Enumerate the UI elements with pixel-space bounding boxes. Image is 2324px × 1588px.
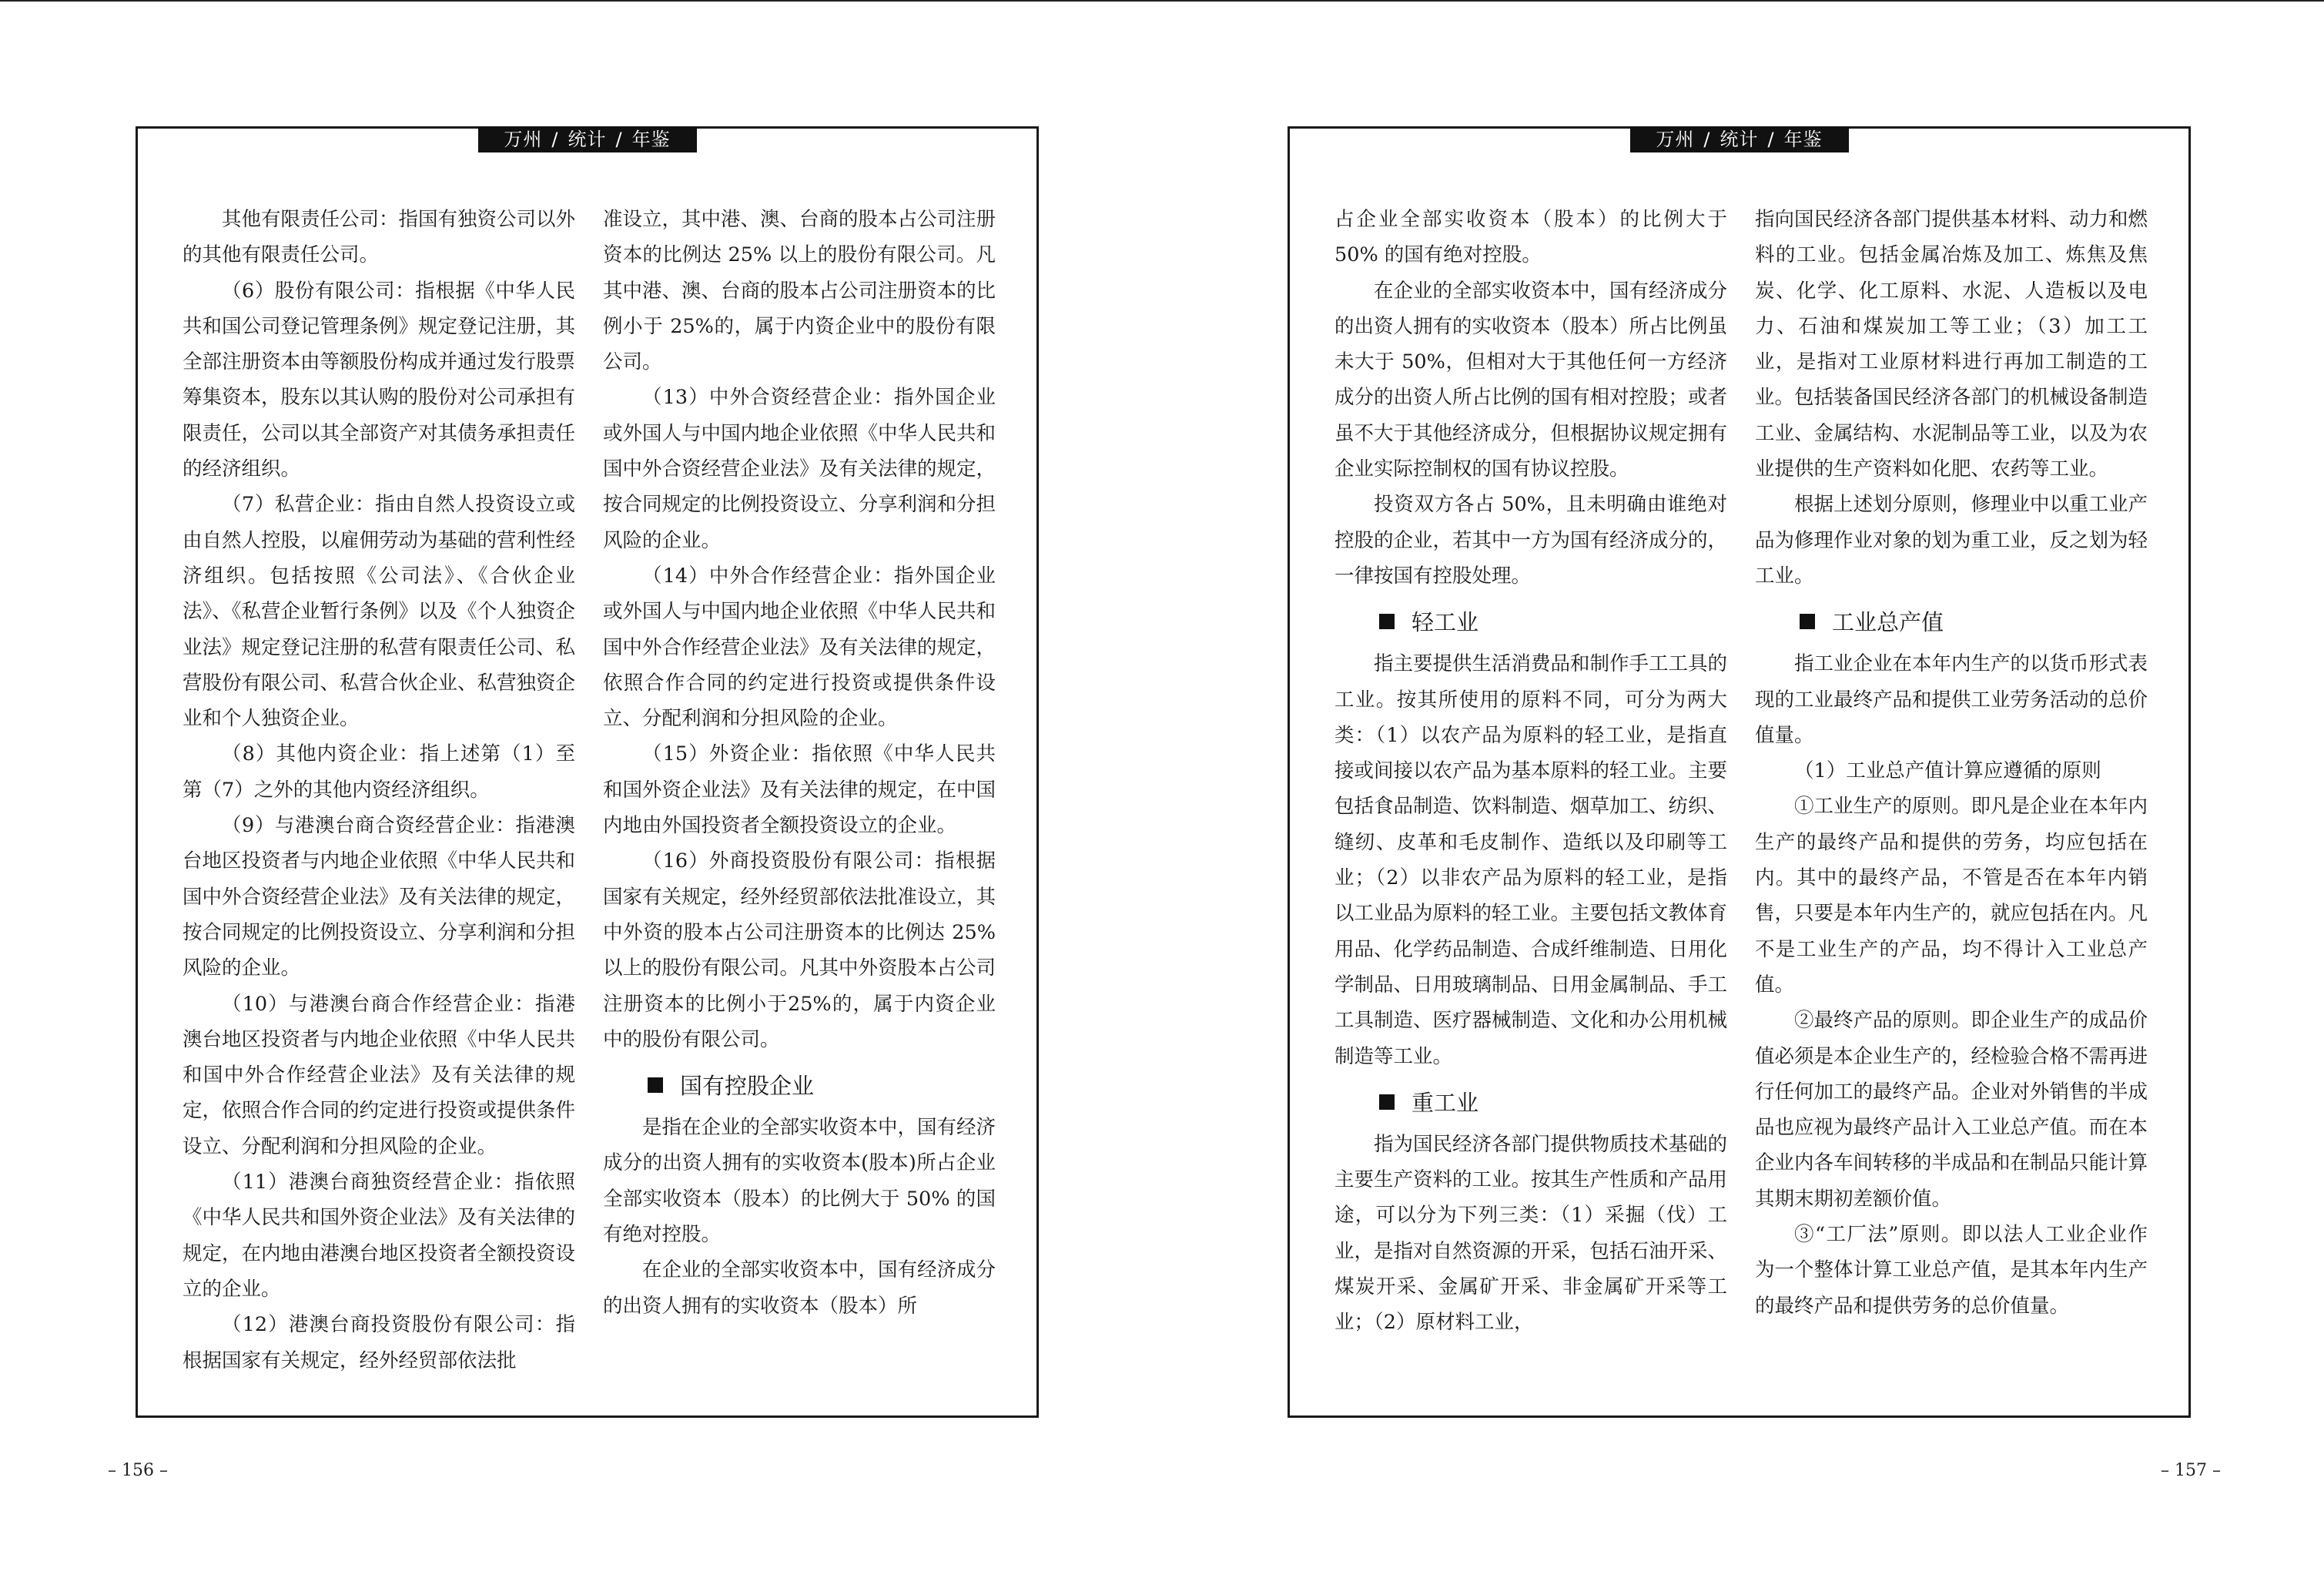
page-number-left: – 156 – (108, 1461, 168, 1480)
header-title-part3: 年鉴 (1783, 129, 1823, 150)
square-bullet-icon (1800, 614, 1815, 629)
section-heading-text: 国有控股企业 (680, 1073, 815, 1100)
right-page-column-2 (1755, 202, 2148, 1324)
paragraph: （12）港澳台商投资股份有限公司：指根据国家有关规定，经外经贸部依法批 (183, 1313, 575, 1372)
paragraph: 指为国民经济各部门提供物质技术基础的主要生产资料的工业。按其生产性质和产品用途，可以分为下列三类：（1）采掘（伐）工业，是指对自然资源的开采，包括石油开采、煤炭开采、金属矿开采、非金属矿开采等工业；（2）原材料工业， (1334, 1132, 1728, 1335)
header-title-part2: 统计 (568, 129, 607, 150)
paragraph: （6）股份有限公司：指根据《中华人民共和国公司登记管理条例》规定登记注册，其全部注册资本由等额股份构成并通过发行股票筹集资本，股东以其认购的股份对公司承担有限责任，公司以其全部资产对其债务承担责任的经济组织。 (183, 279, 576, 481)
square-bullet-icon (648, 1077, 663, 1093)
paragraph: （16）外商投资股份有限公司：指根据国家有关规定，经外经贸部依法批准设立，其中外资的股本占公司注册资本的比例达 25% 以上的股份有限公司。凡其中外资股本占公司注册资本的比例小于25%的，属于内资企业中的股份有限公司。 (603, 849, 996, 1051)
paragraph: （14）中外合作经营企业：指外国企业或外国人与中国内地企业依照《中华人民共和国中外合作经营企业法》及有关法律的规定，依照合作合同的约定进行投资或提供条件设立、分配利润和分担风险的企业。 (603, 564, 996, 731)
right-page-column-1 (1334, 202, 1727, 1341)
section-heading-text: 重工业 (1411, 1089, 1479, 1116)
running-header-right (1630, 126, 1849, 152)
paragraph: 根据上述划分原则，修理业中以重工业产品为修理作业对象的划为重工业，反之划为轻工业。 (1755, 493, 2148, 588)
square-bullet-icon (1379, 614, 1395, 629)
paragraph: （11）港澳台商独资经营企业：指依照《中华人民共和国外资企业法》及有关法律的规定，在内地由港澳台地区投资者全额投资设立的企业。 (183, 1171, 576, 1301)
paragraph: （15）外资企业：指依照《中华人民共和国外资企业法》及有关法律的规定，在中国内地由外国投资者全额投资设立的企业。 (603, 742, 996, 838)
paragraph: （8）其他内资企业：指上述第（1）至第（7）之外的其他内资经济组织。 (183, 742, 575, 802)
paragraph: 在企业的全部实收资本中，国有经济成分的出资人拥有的实收资本（股本）所占比例虽未大于 50%，但相对大于其他任何一方经济成分的出资人所占比例的国有相对控股；或者虽不大于其他经济成分，但根据协议规定拥有企业实际控制权的国有协议控股。 (1334, 279, 1728, 481)
header-separator: / (551, 129, 559, 150)
header-separator: / (1703, 129, 1711, 150)
right-page-frame (1288, 126, 2191, 1418)
section-heading (1334, 1085, 1727, 1121)
paragraph: （13）中外合资经营企业：指外国企业或外国人与中国内地企业依照《中华人民共和国中外合资经营企业法》及有关法律的规定，按合同规定的比例投资设立、分享利润和分担风险的企业。 (603, 386, 996, 552)
paragraph: 占企业全部实收资本（股本）的比例大于 50% 的国有绝对控股。 (1334, 208, 1727, 267)
paragraph: 指向国民经济各部门提供基本材料、动力和燃料的工业。包括金属冶炼及加工、炼焦及焦炭、化学、化工原料、水泥、人造板以及电力、石油和煤炭加工等工业；（3）加工工业，是指对工业原材料进行再加工制造的工业。包括装备国民经济各部门的机械设备制造工业、金属结构、水泥制品等工业，以及为农业提供的生产资料如化肥、农药等工业。 (1755, 208, 2148, 481)
paragraph: 投资双方各占 50%，且未明确由谁绝对控股的企业，若其中一方为国有经济成分的，一律按国有控股处理。 (1334, 493, 1728, 588)
header-title-part3: 年鉴 (631, 129, 671, 150)
section-heading (603, 1068, 996, 1104)
paragraph: 是指在企业的全部实收资本中，国有经济成分的出资人拥有的实收资本(股本)所占企业全部实收资本（股本）的比例大于 50% 的国有绝对控股。 (603, 1116, 996, 1247)
paragraph: （1）工业总产值计算应遵循的原则 (1794, 759, 2101, 783)
header-title-part1: 万州 (504, 129, 543, 150)
paragraph: 其他有限责任公司：指国有独资公司以外的其他有限责任公司。 (183, 208, 576, 267)
header-separator: / (1767, 129, 1775, 150)
header-separator: / (615, 129, 623, 150)
paragraph: ③“工厂法”原则。即以法人工业企业作为一个整体计算工业总产值，是其本年内生产的最终产品和提供劳务的总价值量。 (1755, 1223, 2148, 1318)
left-page-frame (136, 126, 1039, 1418)
paragraph: （10）与港澳台商合作经营企业：指港澳台地区投资者与内地企业依照《中华人民共和国中外合作经营企业法》及有关法律的规定，依照合作合同的约定进行投资或提供条件设立、分配利润和分担风险的企业。 (183, 992, 576, 1158)
paragraph: 指工业企业在本年内生产的以货币形式表现的工业最终产品和提供工业劳务活动的总价值量。 (1755, 652, 2148, 747)
header-title-part1: 万州 (1656, 129, 1695, 150)
page-number-right: – 157 – (2161, 1461, 2221, 1480)
left-page-column-2 (603, 202, 996, 1324)
paragraph: ②最终产品的原则。即企业生产的成品价值必须是本企业生产的，经检验合格不需再进行任何加工的最终产品。企业对外销售的半成品也应视为最终产品计入工业总产值。而在本企业内各车间转移的半成品和在制品只能计算其期末期初差额价值。 (1755, 1009, 2148, 1211)
section-heading-text: 轻工业 (1411, 609, 1479, 636)
paragraph: 指主要提供生活消费品和制作手工工具的工业。按其所使用的原料不同，可分为两大类：（1）以农产品为原料的轻工业，是指直接或间接以农产品为基本原料的轻工业。主要包括食品制造、饮料制造、烟草加工、纺织、缝纫、皮革和毛皮制作、造纸以及印刷等工业；（2）以非农产品为原料的轻工业，是指以工业品为原料的轻工业。主要包括文教体育用品、化学药品制造、合成纤维制造、日用化学制品、日用玻璃制品、日用金属制品、手工工具制造、医疗器械制造、文化和办公用机械制造等工业。 (1334, 652, 1728, 1068)
paragraph: 在企业的全部实收资本中，国有经济成分的出资人拥有的实收资本（股本）所 (603, 1258, 996, 1318)
section-heading-text: 工业总产值 (1832, 609, 1944, 636)
header-title-part2: 统计 (1720, 129, 1759, 150)
left-page-column-1 (183, 202, 575, 1379)
paragraph: 准设立，其中港、澳、台商的股本占公司注册资本的比例达 25% 以上的股份有限公司。凡其中港、澳、台商的股本占公司注册资本的比例小于 25%的，属于内资企业中的股份有限公司。 (603, 208, 996, 374)
paragraph: （7）私营企业：指由自然人投资设立或由自然人控股，以雇佣劳动为基础的营利性经济组织。包括按照《公司法》、《合伙企业法》、《私营企业暂行条例》以及《个人独资企业法》规定登记注册的私营有限责任公司、私营股份有限公司、私营合伙企业、私营独资企业和个人独资企业。 (183, 493, 576, 731)
running-header-left (478, 126, 697, 152)
square-bullet-icon (1379, 1094, 1395, 1110)
top-edge-rule (0, 0, 2324, 2)
paragraph: ①工业生产的原则。即凡是企业在本年内生产的最终产品和提供的劳务，均应包括在内。其中的最终产品，不管是否在本年内销售，只要是本年内生产的，就应包括在内。凡不是工业生产的产品，均不得计入工业总产值。 (1755, 795, 2148, 997)
paragraph: （9）与港澳台商合资经营企业：指港澳台地区投资者与内地企业依照《中华人民共和国中外合资经营企业法》及有关法律的规定，按合同规定的比例投资设立、分享利润和分担风险的企业。 (183, 814, 576, 980)
section-heading (1334, 605, 1727, 640)
section-heading (1755, 605, 2148, 640)
